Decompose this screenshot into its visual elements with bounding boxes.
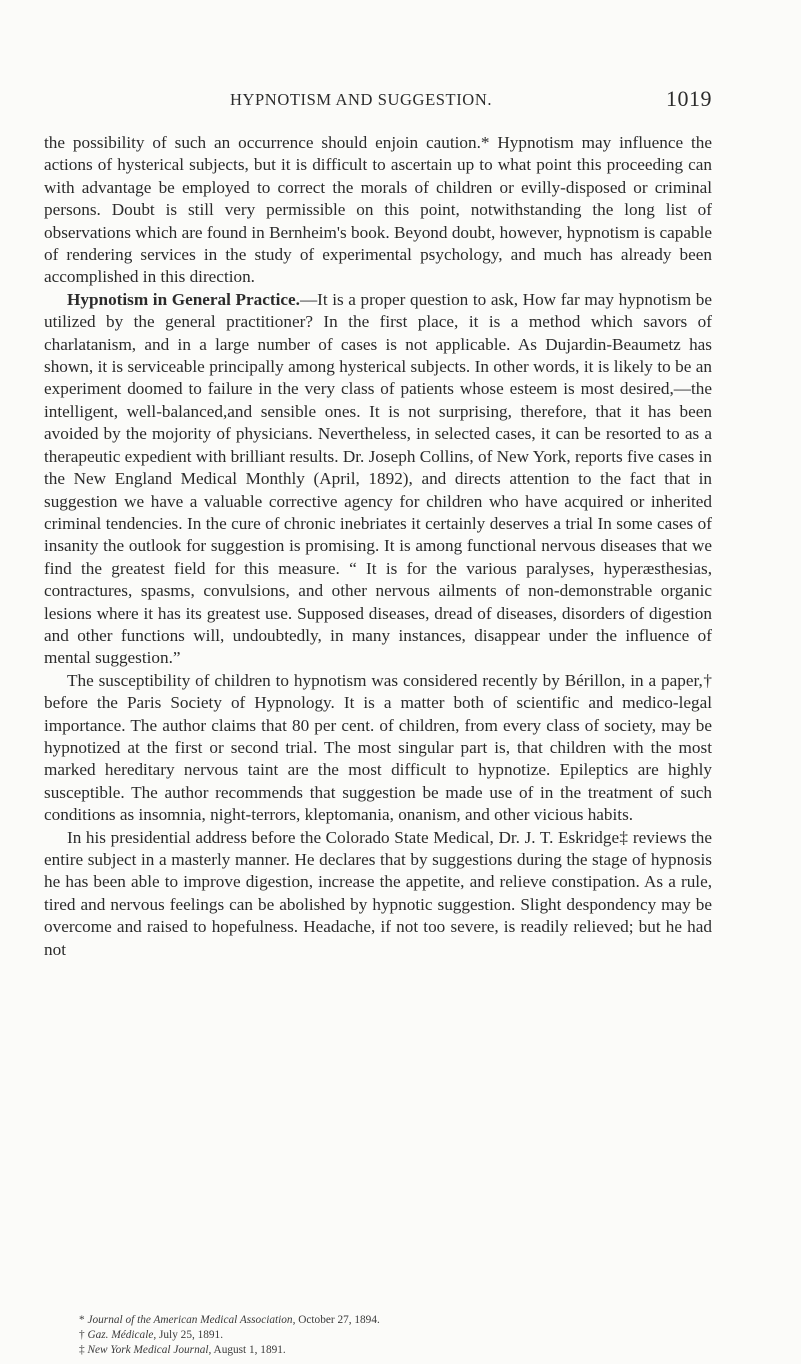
body-text	[44, 132, 712, 961]
footnote-date: October 27, 1894.	[298, 1314, 380, 1326]
footnote-source: Journal of the American Medical Association,	[87, 1314, 296, 1326]
footnote-source: New York Medical Journal,	[87, 1344, 212, 1356]
footnote-date: August 1, 1891.	[213, 1344, 286, 1356]
paragraph-text: The susceptibility of children to hypnotism was considered recently by Bérillon, in a paper,† before the Paris Society of Hypnology. It is a matter both of scientific and medico-legal importance. The author claims that 80 per cent. of children, from every class of society, may be hypnotized at the first or second trial. The most singular part is, that children with the most marked hereditary nervous taint are the most difficult to hypnotize. Epileptics are highly susceptible. The author recommends that suggestion be made use of in the treatment of such conditions as insomnia, night-terrors, kleptomania, onanism, and other vicious habits.	[44, 670, 712, 825]
footnote-mark: *	[79, 1314, 85, 1326]
section-heading: Hypnotism in General Practice.	[67, 289, 300, 309]
paragraph-text: —It is a proper question to ask, How far may hypnotism be utilized by the general practitioner? In the first place, it is a method which savors of charlatanism, and in a large number of cases is not applicable. As Dujardin-Beaumetz has shown, it is serviceable principally among hysterical subjects. In other words, it is likely to be an experiment doomed to failure in the very class of patients whose esteem is most desired,—the intelligent, well-balanced,and sensible ones. It is not surprising, therefore, that it has been avoided by the mojority of physicians. Nevertheless, in selected cases, it can be resorted to as a therapeutic expedient with brilliant results. Dr. Joseph Collins, of New York, reports five cases in the New England Medical Monthly (April, 1892), and directs attention to the fact that in suggestion we have a valuable corrective agency for children who have acquired or inherited criminal tendencies. In the cure of chronic inebriates it certainly deserves a trial In some cases of insanity the outlook for suggestion is promising. It is among functional nervous diseases that we find the greatest field for this measure. “ It is for the various paralyses, hyperæsthesias, contractures, spasms, convulsions, and other nervous ailments of non-demonstrable organic lesions where it has its greatest use. Supposed diseases, dread of diseases, disorders of digestion and other functions will, undoubtedly, in many instances, disappear under the influence of mental suggestion.”	[44, 289, 712, 668]
page-number: 1019	[666, 86, 712, 111]
footnote-date: July 25, 1891.	[159, 1329, 224, 1341]
footnote-mark: ‡	[79, 1344, 85, 1356]
paragraph-text: the possibility of such an occurrence should enjoin caution.* Hypnotism may influence the actions of hysterical subjects, but it is difficult to ascertain up to what point this proceeding can with advantage be employed to correct the morals of children or evilly-disposed or criminal persons. Doubt is still very permissible on this point, notwithstanding the long list of observations which are found in Bernheim's book. Beyond doubt, however, hypnotism is capable of rendering services in the study of experimental psychology, and much has already been accomplished in this direction.	[44, 133, 712, 287]
footnotes	[79, 1313, 712, 1358]
footnote	[79, 1343, 712, 1358]
paragraph	[44, 289, 712, 670]
footnote	[79, 1328, 712, 1343]
paragraph	[44, 132, 712, 289]
paragraph-text: In his presidential address before the Colorado State Medical, Dr. J. T. Eskridge‡ reviews the entire subject in a masterly manner. He declares that by suggestions during the stage of hypnosis he has been able to improve digestion, increase the appetite, and relieve constipation. As a rule, tired and nervous feelings can be abolished by hypnotic suggestion. Slight despondency may be overcome and raised to hopefulness. Headache, if not too severe, is readily relieved; but he had not	[44, 827, 712, 959]
footnote-source: Gaz. Médicale,	[87, 1329, 157, 1341]
paragraph	[44, 670, 712, 827]
footnote-mark: †	[79, 1329, 85, 1341]
page-header	[44, 86, 712, 116]
footnote	[79, 1313, 712, 1328]
paragraph	[44, 827, 712, 961]
running-head: HYPNOTISM AND SUGGESTION.	[230, 90, 493, 109]
